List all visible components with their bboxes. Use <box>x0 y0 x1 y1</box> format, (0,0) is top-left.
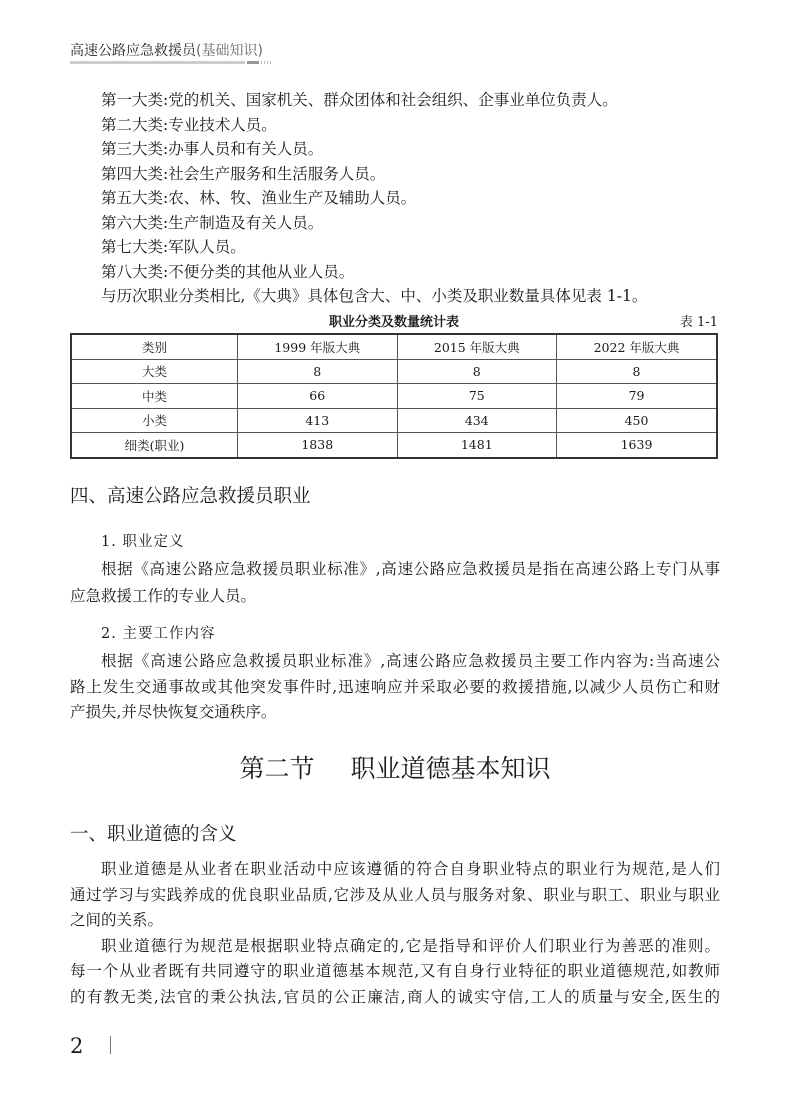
table-header: 2015 年版大典 <box>397 334 557 359</box>
table-cell: 小类 <box>71 408 238 433</box>
category-line: 第二大类:专业技术人员。 <box>101 115 277 134</box>
page-number: 2 <box>70 1034 84 1058</box>
category-line: 第八大类:不便分类的其他从业人员。 <box>101 262 355 281</box>
table-cell: 8 <box>557 359 717 384</box>
table-cell: 细类(职业) <box>71 433 238 458</box>
table-cell: 8 <box>397 359 557 384</box>
paragraph-line: 的有教无类,法官的秉公执法,官员的公正廉洁,商人的诚实守信,工人的质量与安全,医生的 <box>70 988 720 1006</box>
table-number: 表 1-1 <box>679 315 718 330</box>
category-line: 第五大类:农、林、牧、渔业生产及辅助人员。 <box>101 189 417 207</box>
table-cell: 1481 <box>397 433 557 458</box>
subheading: 1. 职业定义 <box>101 534 185 550</box>
header-rule <box>70 61 245 64</box>
table-cell: 大类 <box>71 359 238 384</box>
running-head-title: 高速公路应急救援员 <box>70 43 196 59</box>
table-intro: 与历次职业分类相比,《大典》具体包含大、中、小类及职业数量具体见表 1-1。 <box>101 287 648 305</box>
table-cell: 434 <box>397 408 557 433</box>
paragraph-line: 根据《高速公路应急救援员职业标准》,高速公路应急救援员主要工作内容为:当高速公 <box>101 652 720 670</box>
table-header-row <box>71 334 717 359</box>
section-heading: 一、职业道德的含义 <box>70 824 237 845</box>
table-caption: 职业分类及数量统计表 <box>328 315 459 330</box>
table-row <box>71 433 717 458</box>
header-rule-accent <box>247 61 259 64</box>
table-header: 2022 年版大典 <box>557 334 717 359</box>
table-cell: 66 <box>238 384 398 409</box>
page-number-divider <box>110 1036 111 1054</box>
paragraph-line: 根据《高速公路应急救援员职业标准》,高速公路应急救援员是指在高速公路上专门从事 <box>101 560 720 578</box>
table-cell: 8 <box>238 359 398 384</box>
table-cell: 75 <box>397 384 557 409</box>
table-row <box>71 384 717 409</box>
table-cell: 1838 <box>238 433 398 458</box>
category-line: 第六大类:生产制造及有关人员。 <box>101 213 324 232</box>
category-line: 第一大类:党的机关、国家机关、群众团体和社会组织、企事业单位负责人。 <box>101 91 618 109</box>
table-cell: 413 <box>238 408 398 433</box>
chapter-section-heading <box>0 749 790 785</box>
table-cell: 1639 <box>557 433 717 458</box>
table-row <box>71 359 717 384</box>
occupation-table <box>70 333 718 459</box>
paragraph-line: 产损失,并尽快恢复交通秩序。 <box>70 703 277 721</box>
section-number: 第二节 <box>239 754 315 783</box>
paragraph-line: 路上发生交通事故或其他突发事件时,迅速响应并采取必要的救援措施,以减少人员伤亡和财 <box>70 678 720 696</box>
paragraph-line: 职业道德行为规范是根据职业特点确定的,它是指导和评价人们职业行为善恶的准则。 <box>101 937 720 955</box>
header-rule-hatch <box>261 61 271 64</box>
paragraph-line: 通过学习与实践养成的优良职业品质,它涉及从业人员与服务对象、职业与职工、职业与职业 <box>70 886 720 904</box>
paragraph-line: 应急救援工作的专业人员。 <box>70 587 257 605</box>
paragraph-line: 每一个从业者既有共同遵守的职业道德基本规范,又有自身行业特征的职业道德规范,如教师 <box>70 962 720 980</box>
paragraph-line: 之间的关系。 <box>70 911 164 929</box>
table-cell: 中类 <box>71 384 238 409</box>
subheading: 2. 主要工作内容 <box>101 626 216 642</box>
table-header: 类别 <box>71 334 238 359</box>
category-line: 第三大类:办事人员和有关人员。 <box>101 140 324 158</box>
running-head-subtitle: (基础知识) <box>196 43 263 59</box>
paragraph-line: 职业道德是从业者在职业活动中应该遵循的符合自身职业特点的职业行为规范,是人们 <box>101 860 720 878</box>
section-title: 职业道德基本知识 <box>350 754 551 783</box>
category-line: 第四大类:社会生产服务和生活服务人员。 <box>101 164 386 183</box>
table-header: 1999 年版大典 <box>238 334 398 359</box>
running-head <box>70 40 263 60</box>
table-cell: 79 <box>557 384 717 409</box>
table-cell: 450 <box>557 408 717 433</box>
section-heading: 四、高速公路应急救援员职业 <box>70 486 311 507</box>
category-line: 第七大类:军队人员。 <box>101 238 246 256</box>
table-row <box>71 408 717 433</box>
